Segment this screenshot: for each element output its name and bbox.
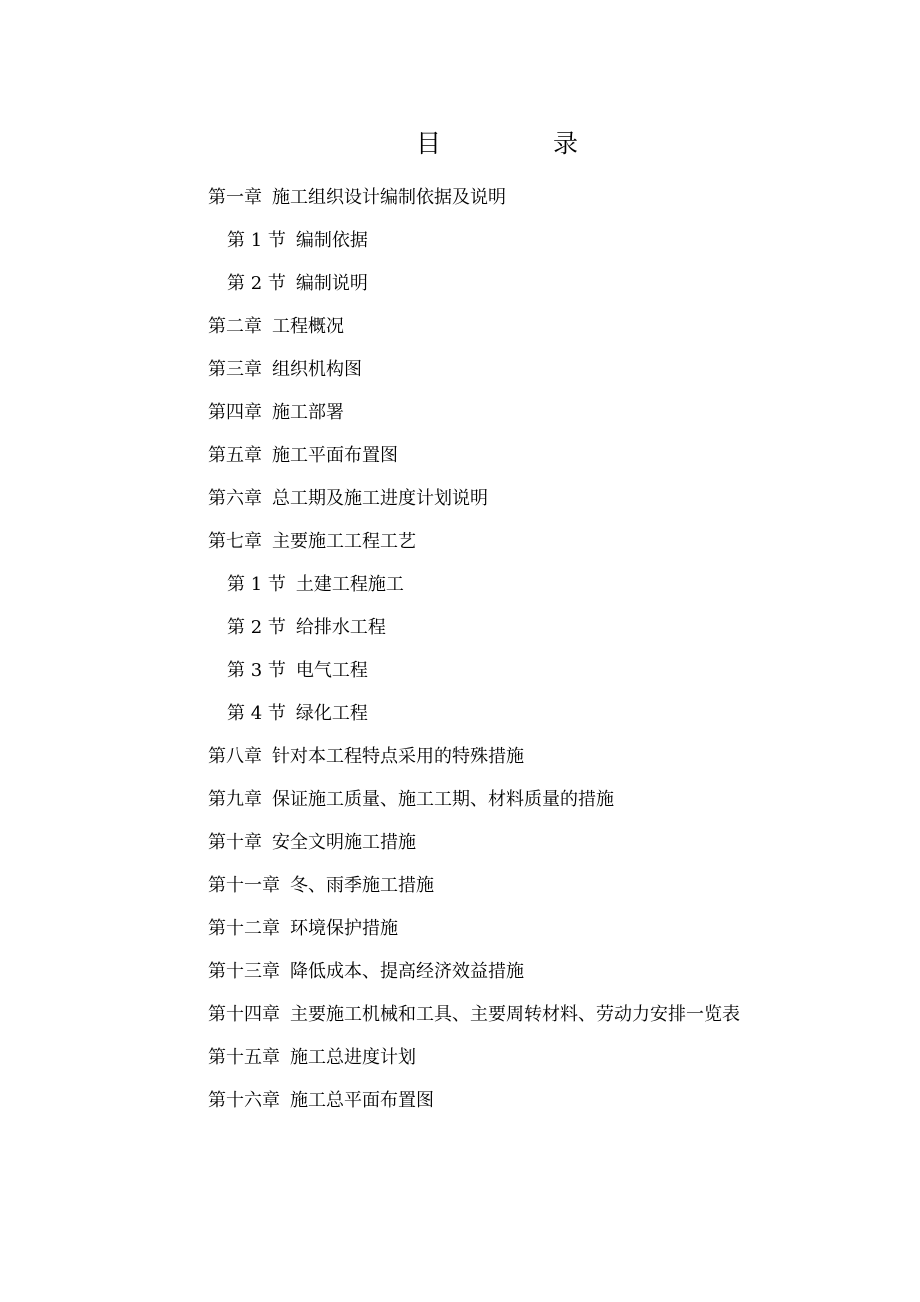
- toc-entry-title: 土建工程施工: [295, 574, 404, 595]
- toc-entry-title: 工程概况: [272, 316, 344, 337]
- toc-entry-title: 组织机构图: [272, 359, 362, 380]
- toc-entry-title: 总工期及施工进度计划说明: [272, 488, 488, 509]
- toc-entry-title: 编制说明: [295, 273, 368, 294]
- toc-entry-number: 第 1 节: [227, 574, 286, 595]
- toc-entry-title: 主要施工工程工艺: [272, 531, 416, 552]
- toc-chapter-entry: [208, 1081, 868, 1124]
- toc-entry-title: 环境保护措施: [290, 918, 398, 939]
- toc-section-entry: [208, 221, 868, 264]
- toc-entry-number: 第 1 节: [227, 230, 286, 251]
- toc-section-entry: [208, 565, 868, 608]
- toc-entry-number: 第四章: [208, 402, 262, 423]
- toc-entry-number: 第 2 节: [227, 617, 286, 638]
- page-title: 目 录: [416, 129, 630, 158]
- toc-chapter-entry: [208, 823, 868, 866]
- toc-entry-number: 第五章: [208, 445, 262, 466]
- toc-entry-title: 施工部署: [272, 402, 344, 423]
- toc-entry-title: 保证施工质量、施工工期、材料质量的措施: [272, 789, 614, 810]
- toc-entry-number: 第六章: [208, 488, 262, 509]
- toc-entry-title: 施工平面布置图: [272, 445, 398, 466]
- toc-chapter-entry: [208, 350, 868, 393]
- toc-entry-number: 第十二章: [208, 918, 280, 939]
- toc-entry-title: 主要施工机械和工具、主要周转材料、劳动力安排一览表: [290, 1004, 740, 1025]
- toc-chapter-entry: [208, 780, 868, 823]
- toc-entry-number: 第 3 节: [227, 660, 286, 681]
- toc-entry-title: 施工总平面布置图: [290, 1090, 434, 1111]
- toc-entry-number: 第十章: [208, 832, 262, 853]
- toc-chapter-entry: [208, 737, 868, 780]
- toc-entry-number: 第十一章: [208, 875, 280, 896]
- table-of-contents: [208, 178, 868, 1124]
- toc-chapter-entry: [208, 952, 868, 995]
- toc-chapter-entry: [208, 995, 868, 1038]
- toc-entry-number: 第一章: [208, 187, 262, 208]
- toc-entry-title: 给排水工程: [295, 617, 386, 638]
- toc-chapter-entry: [208, 479, 868, 522]
- toc-entry-number: 第十五章: [208, 1047, 280, 1068]
- toc-chapter-entry: [208, 178, 868, 221]
- toc-entry-number: 第 4 节: [227, 703, 286, 724]
- toc-entry-number: 第九章: [208, 789, 262, 810]
- toc-entry-title: 编制依据: [295, 230, 368, 251]
- toc-entry-title: 冬、雨季施工措施: [290, 875, 434, 896]
- toc-entry-number: 第二章: [208, 316, 262, 337]
- toc-chapter-entry: [208, 393, 868, 436]
- toc-entry-number: 第十六章: [208, 1090, 280, 1111]
- toc-chapter-entry: [208, 866, 868, 909]
- toc-entry-number: 第十四章: [208, 1004, 280, 1025]
- toc-entry-number: 第十三章: [208, 961, 280, 982]
- toc-entry-title: 施工组织设计编制依据及说明: [272, 187, 506, 208]
- toc-entry-number: 第八章: [208, 746, 262, 767]
- toc-chapter-entry: [208, 307, 868, 350]
- toc-section-entry: [208, 651, 868, 694]
- toc-entry-title: 安全文明施工措施: [272, 832, 416, 853]
- toc-entry-title: 施工总进度计划: [290, 1047, 416, 1068]
- toc-chapter-entry: [208, 522, 868, 565]
- toc-entry-title: 绿化工程: [295, 703, 368, 724]
- toc-section-entry: [208, 608, 868, 651]
- toc-entry-number: 第七章: [208, 531, 262, 552]
- toc-section-entry: [208, 264, 868, 307]
- toc-entry-number: 第三章: [208, 359, 262, 380]
- toc-entry-title: 降低成本、提高经济效益措施: [290, 961, 524, 982]
- toc-chapter-entry: [208, 436, 868, 479]
- toc-entry-number: 第 2 节: [227, 273, 286, 294]
- toc-entry-title: 电气工程: [295, 660, 368, 681]
- toc-chapter-entry: [208, 909, 868, 952]
- toc-chapter-entry: [208, 1038, 868, 1081]
- toc-entry-title: 针对本工程特点采用的特殊措施: [272, 746, 524, 767]
- toc-section-entry: [208, 694, 868, 737]
